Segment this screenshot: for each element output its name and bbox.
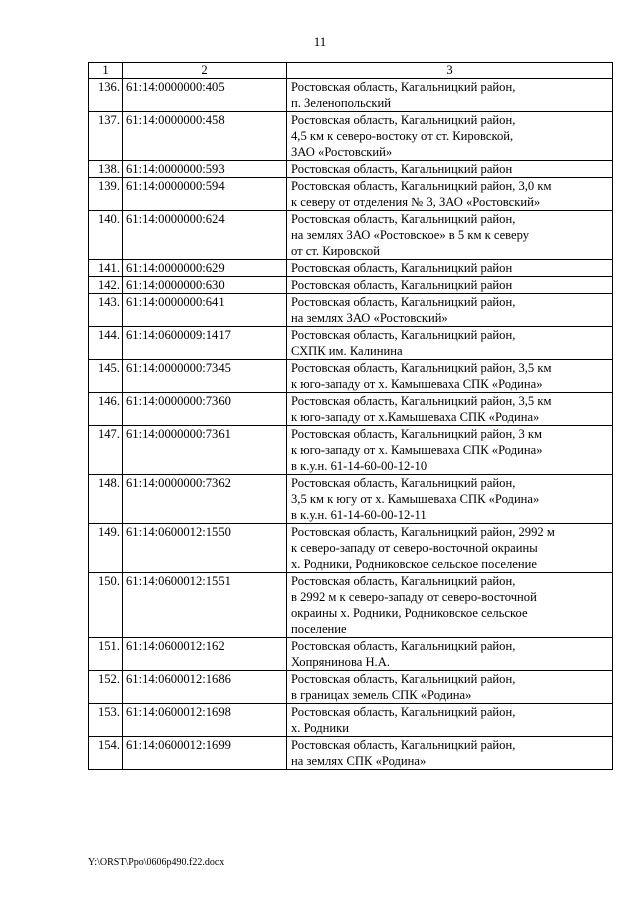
address-line: в 2992 м к северо-западу от северо-восточной [291, 590, 537, 604]
address-line: Ростовская область, Кагальницкий район, [291, 328, 516, 342]
address-line: Ростовская область, Кагальницкий район, 2992 м [291, 525, 555, 539]
row-number: 151. [89, 638, 123, 671]
location-address [287, 426, 613, 475]
row-number: 145. [89, 360, 123, 393]
row-number: 150. [89, 573, 123, 638]
address-line: Ростовская область, Кагальницкий район, 3,5 км [291, 394, 552, 408]
location-address [287, 524, 613, 573]
cadastral-number: 61:14:0000000:641 [123, 294, 287, 327]
address-line: Ростовская область, Кагальницкий район [291, 162, 513, 176]
cadastral-number: 61:14:0000000:630 [123, 277, 287, 294]
cadastral-number: 61:14:0000000:7361 [123, 426, 287, 475]
location-address [287, 475, 613, 524]
address-line: Ростовская область, Кагальницкий район, [291, 738, 516, 752]
address-line: на землях СПК «Родина» [291, 754, 427, 768]
cadastral-number: 61:14:0000000:7345 [123, 360, 287, 393]
column-header-number: 1 [89, 63, 123, 79]
location-address [287, 327, 613, 360]
cadastral-number: 61:14:0600012:1686 [123, 671, 287, 704]
table-row [89, 704, 613, 737]
land-plots-table [88, 62, 613, 770]
address-line: ЗАО «Ростовский» [291, 145, 393, 159]
table-row [89, 112, 613, 161]
address-line: Ростовская область, Кагальницкий район [291, 261, 513, 275]
table-row [89, 573, 613, 638]
location-address [287, 260, 613, 277]
cadastral-number: 61:14:0000000:594 [123, 178, 287, 211]
table-row [89, 638, 613, 671]
row-number: 137. [89, 112, 123, 161]
address-line: Ростовская область, Кагальницкий район, [291, 705, 516, 719]
cadastral-number: 61:14:0000000:458 [123, 112, 287, 161]
address-line: СХПК им. Калинина [291, 344, 403, 358]
location-address [287, 294, 613, 327]
address-line: к юго-западу от х. Камышеваха СПК «Родина» [291, 377, 543, 391]
cadastral-number: 61:14:0000000:629 [123, 260, 287, 277]
address-line: к северо-западу от северо-восточной окраины [291, 541, 538, 555]
address-line: от ст. Кировской [291, 244, 380, 258]
cadastral-number: 61:14:0600009:1417 [123, 327, 287, 360]
address-line: х. Родники [291, 721, 349, 735]
address-line: Ростовская область, Кагальницкий район, [291, 672, 516, 686]
address-line: 3,5 км к югу от х. Камышеваха СПК «Родина» [291, 492, 540, 506]
page-number: 11 [313, 34, 327, 49]
file-path-footer: Y:\ORST\Ppo\0606p490.f22.docx [88, 857, 225, 868]
address-line: в границах земель СПК «Родина» [291, 688, 472, 702]
location-address [287, 211, 613, 260]
table-row [89, 277, 613, 294]
location-address [287, 360, 613, 393]
address-line: в к.у.н. 61-14-60-00-12-10 [291, 459, 428, 473]
table-row [89, 211, 613, 260]
cadastral-number: 61:14:0600012:1551 [123, 573, 287, 638]
table-row [89, 327, 613, 360]
cadastral-number: 61:14:0600012:1550 [123, 524, 287, 573]
row-number: 147. [89, 426, 123, 475]
row-number: 143. [89, 294, 123, 327]
table-row [89, 475, 613, 524]
cadastral-number: 61:14:0600012:162 [123, 638, 287, 671]
address-line: поселение [291, 622, 347, 636]
address-line: 4,5 км к северо-востоку от ст. Кировской, [291, 129, 514, 143]
location-address [287, 737, 613, 770]
cadastral-number: 61:14:0600012:1699 [123, 737, 287, 770]
row-number: 149. [89, 524, 123, 573]
row-number: 136. [89, 79, 123, 112]
address-line: на землях ЗАО «Ростовское» в 5 км к северу [291, 228, 530, 242]
location-address [287, 79, 613, 112]
address-line: на землях ЗАО «Ростовский» [291, 311, 448, 325]
address-line: Ростовская область, Кагальницкий район, 3,5 км [291, 361, 552, 375]
table-row [89, 79, 613, 112]
address-line: Ростовская область, Кагальницкий район, [291, 476, 516, 490]
row-number: 140. [89, 211, 123, 260]
cadastral-number: 61:14:0000000:405 [123, 79, 287, 112]
address-line: в к.у.н. 61-14-60-00-12-11 [291, 508, 427, 522]
row-number: 142. [89, 277, 123, 294]
address-line: х. Родники, Родниковское сельское поселение [291, 557, 537, 571]
table-row [89, 260, 613, 277]
address-line: Хопрянинова Н.А. [291, 655, 390, 669]
cadastral-number: 61:14:0000000:593 [123, 161, 287, 178]
column-header-cadastral: 2 [123, 63, 287, 79]
address-line: Ростовская область, Кагальницкий район, [291, 639, 516, 653]
table-row [89, 294, 613, 327]
location-address [287, 573, 613, 638]
address-line: Ростовская область, Кагальницкий район, [291, 80, 516, 94]
address-line: Ростовская область, Кагальницкий район, 3,0 км [291, 179, 552, 193]
address-line: Ростовская область, Кагальницкий район, [291, 295, 516, 309]
address-line: к юго-западу от х. Камышеваха СПК «Родина» [291, 443, 543, 457]
table-row [89, 393, 613, 426]
row-number: 141. [89, 260, 123, 277]
table-row [89, 737, 613, 770]
table-row [89, 426, 613, 475]
address-line: Ростовская область, Кагальницкий район, [291, 574, 516, 588]
address-line: Ростовская область, Кагальницкий район, 3 км [291, 427, 543, 441]
cadastral-number: 61:14:0000000:7360 [123, 393, 287, 426]
table-row [89, 524, 613, 573]
row-number: 139. [89, 178, 123, 211]
address-line: к северу от отделения № 3, ЗАО «Ростовский» [291, 195, 541, 209]
location-address [287, 112, 613, 161]
location-address [287, 671, 613, 704]
table-row [89, 178, 613, 211]
address-line: к юго-западу от х.Камышеваха СПК «Родина» [291, 410, 540, 424]
address-line: Ростовская область, Кагальницкий район [291, 278, 513, 292]
location-address [287, 178, 613, 211]
address-line: Ростовская область, Кагальницкий район, [291, 113, 516, 127]
column-header-address: 3 [287, 63, 613, 79]
address-line: п. Зеленопольский [291, 96, 391, 110]
location-address [287, 393, 613, 426]
table-row [89, 671, 613, 704]
table-row [89, 161, 613, 178]
location-address [287, 704, 613, 737]
table-header-row [89, 63, 613, 79]
table-row [89, 360, 613, 393]
cadastral-number: 61:14:0000000:624 [123, 211, 287, 260]
row-number: 148. [89, 475, 123, 524]
location-address [287, 161, 613, 178]
row-number: 153. [89, 704, 123, 737]
table-body [89, 79, 613, 770]
location-address [287, 638, 613, 671]
row-number: 144. [89, 327, 123, 360]
cadastral-number: 61:14:0600012:1698 [123, 704, 287, 737]
row-number: 146. [89, 393, 123, 426]
row-number: 154. [89, 737, 123, 770]
row-number: 152. [89, 671, 123, 704]
address-line: окраины х. Родники, Родниковское сельское [291, 606, 528, 620]
row-number: 138. [89, 161, 123, 178]
location-address [287, 277, 613, 294]
cadastral-number: 61:14:0000000:7362 [123, 475, 287, 524]
address-line: Ростовская область, Кагальницкий район, [291, 212, 516, 226]
